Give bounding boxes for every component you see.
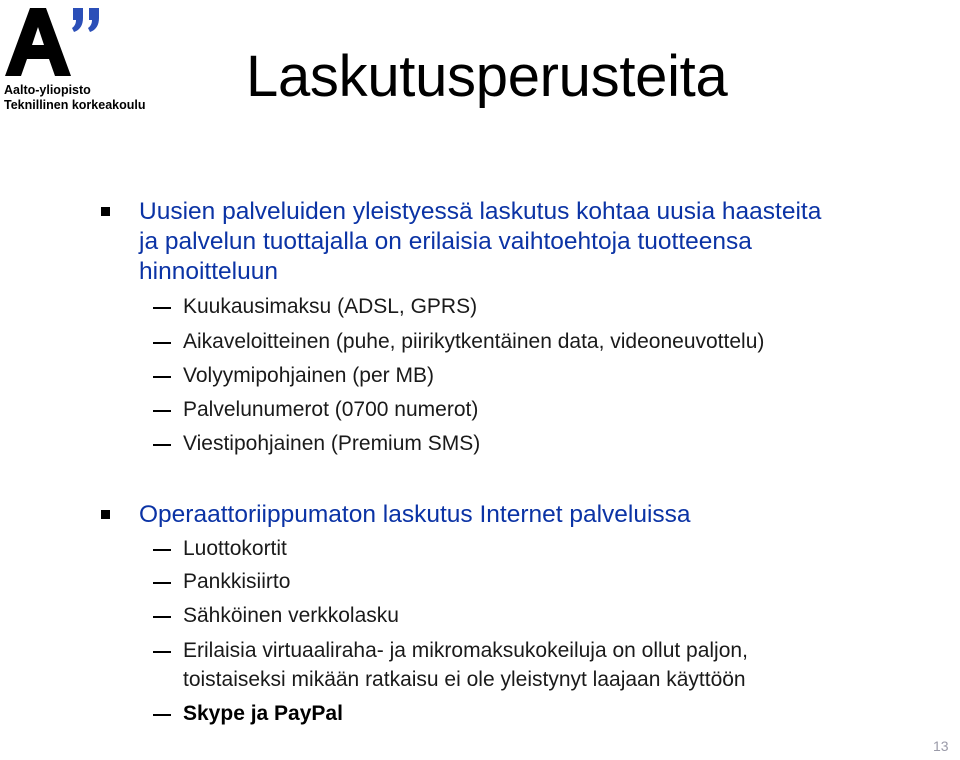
dash-icon	[153, 307, 171, 309]
logo-text-university: Aalto-yliopisto	[4, 83, 91, 97]
bullet-square-icon	[101, 207, 110, 216]
dash-icon	[153, 616, 171, 618]
sub-item-continuation: toistaiseksi mikään ratkaisu ei ole yleistynyt laajaan käyttöön	[183, 668, 746, 691]
sub-item: Sähköinen verkkolasku	[183, 604, 399, 627]
bullet-square-icon	[101, 510, 110, 519]
bullet-2-line-1: Operaattoriippumaton laskutus Internet palveluissa	[139, 501, 691, 528]
page-number: 13	[933, 738, 949, 754]
sub-item: Erilaisia virtuaaliraha- ja mikromaksukokeiluja on ollut paljon,	[183, 639, 748, 662]
bullet-1-line-2: ja palvelun tuottajalla on erilaisia vaihtoehtoja tuotteensa	[139, 228, 752, 255]
dash-icon	[153, 549, 171, 551]
dash-icon	[153, 444, 171, 446]
sub-item: Viestipohjainen (Premium SMS)	[183, 432, 481, 455]
sub-item: Luottokortit	[183, 537, 287, 560]
bullet-1-line-3: hinnoitteluun	[139, 258, 278, 285]
slide-title: Laskutusperusteita	[246, 44, 728, 109]
sub-item: Kuukausimaksu (ADSL, GPRS)	[183, 295, 478, 318]
dash-icon	[153, 714, 171, 716]
logo-text-school: Teknillinen korkeakoulu	[4, 98, 146, 112]
sub-item: Palvelunumerot (0700 numerot)	[183, 398, 479, 421]
dash-icon	[153, 651, 171, 653]
bullet-1-line-1: Uusien palveluiden yleistyessä laskutus kohtaa uusia haasteita	[139, 198, 822, 225]
sub-item: Volyymipohjainen (per MB)	[183, 364, 434, 387]
dash-icon	[153, 582, 171, 584]
dash-icon	[153, 342, 171, 344]
sub-item: Aikaveloitteinen (puhe, piirikytkentäinen data, videoneuvottelu)	[183, 330, 765, 353]
dash-icon	[153, 376, 171, 378]
dash-icon	[153, 410, 171, 412]
sub-item: Skype ja PayPal	[183, 702, 343, 725]
sub-item: Pankkisiirto	[183, 570, 291, 593]
